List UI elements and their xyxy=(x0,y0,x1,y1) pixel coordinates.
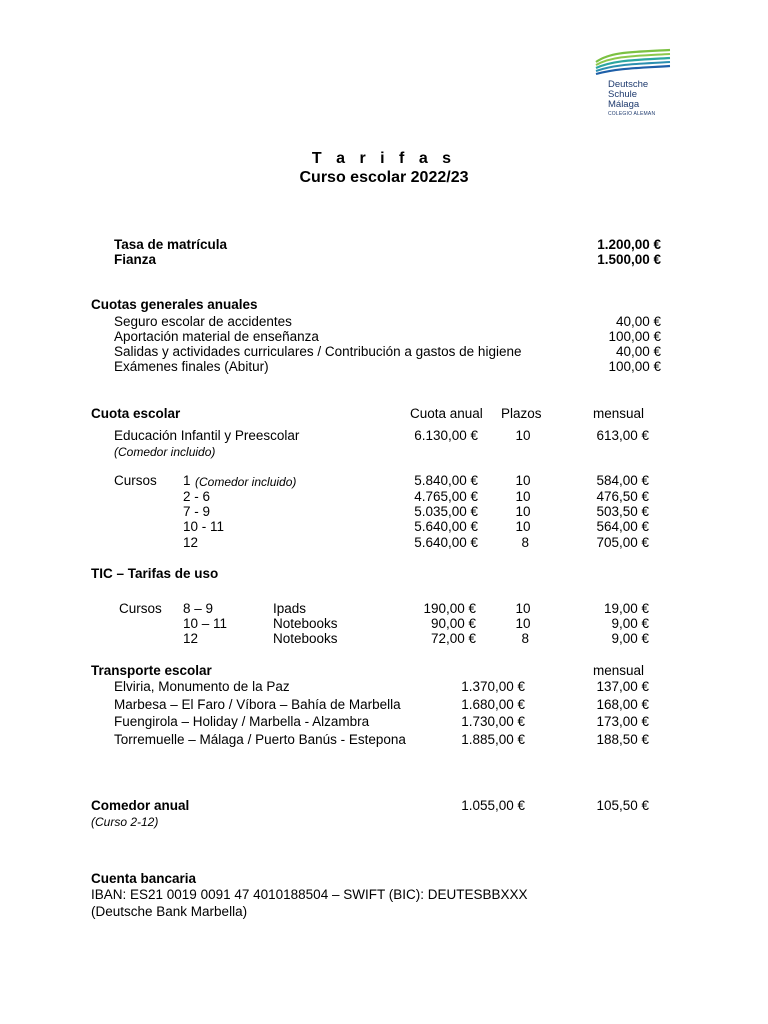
curso-plazos: 10 xyxy=(515,519,531,534)
tic-monthly: 9,00 € xyxy=(611,631,649,646)
curso-annual: 5.640,00 € xyxy=(414,535,478,550)
curso-grade: 2 - 6 xyxy=(183,489,211,504)
fee-label: Fianza xyxy=(114,252,157,267)
general-item-amount: 100,00 € xyxy=(608,329,661,344)
cursos-label: Cursos xyxy=(114,473,157,488)
curso-grade: 1 xyxy=(183,473,191,488)
section-heading-bank: Cuenta bancaria xyxy=(91,871,197,886)
curso-grade: 7 - 9 xyxy=(183,504,211,519)
wave-logo-icon xyxy=(590,48,672,78)
section-heading-tic: TIC – Tarifas de uso xyxy=(91,566,219,581)
curso-annual: 5.840,00 € xyxy=(414,473,478,488)
general-item-label: Seguro escolar de accidentes xyxy=(114,314,292,329)
curso-plazos: 8 xyxy=(521,535,529,550)
transport-annual: 1.370,00 € xyxy=(461,679,525,694)
general-item-amount: 100,00 € xyxy=(608,359,661,374)
curso-monthly: 584,00 € xyxy=(596,473,649,488)
section-heading-general: Cuotas generales anuales xyxy=(91,297,258,312)
fee-amount: 1.500,00 € xyxy=(597,252,661,267)
infantil-label: Educación Infantil y Preescolar xyxy=(114,428,300,443)
tic-grade: 8 – 9 xyxy=(183,601,214,616)
page-subtitle: Curso escolar 2022/23 xyxy=(299,169,469,186)
transport-route: Torremuelle – Málaga / Puerto Banús - Estepona xyxy=(114,732,406,747)
tic-device: Notebooks xyxy=(273,631,338,646)
curso-plazos: 10 xyxy=(515,504,531,519)
section-heading-cuota: Cuota escolar xyxy=(91,406,181,421)
bank-name: (Deutsche Bank Marbella) xyxy=(91,904,248,919)
transport-route: Elviria, Monumento de la Paz xyxy=(114,679,290,694)
logo-line-1: Deutsche xyxy=(608,79,649,90)
logo-line-2: Schule xyxy=(608,89,638,100)
curso-plazos: 10 xyxy=(515,473,531,488)
transport-annual: 1.885,00 € xyxy=(461,732,525,747)
tic-device: Notebooks xyxy=(273,616,338,631)
transport-column-monthly: mensual xyxy=(593,663,645,678)
section-heading-transport: Transporte escolar xyxy=(91,663,212,678)
curso-plazos: 10 xyxy=(515,489,531,504)
transport-monthly: 168,00 € xyxy=(596,697,649,712)
column-header-plazos: Plazos xyxy=(501,406,542,421)
curso-monthly: 503,50 € xyxy=(596,504,649,519)
tic-device: Ipads xyxy=(273,601,307,616)
tic-plazos: 8 xyxy=(521,631,529,646)
curso-monthly: 564,00 € xyxy=(596,519,649,534)
logo-subtitle: COLEGIO ALEMAN xyxy=(608,111,656,117)
comedor-monthly: 105,50 € xyxy=(596,798,649,813)
infantil-monthly: 613,00 € xyxy=(596,428,649,443)
tic-annual: 90,00 € xyxy=(430,616,476,631)
curso-note: (Comedor incluido) xyxy=(195,475,297,489)
curso-annual: 5.035,00 € xyxy=(414,504,478,519)
comedor-annual: 1.055,00 € xyxy=(461,798,525,813)
tic-plazos: 10 xyxy=(515,601,531,616)
fee-label: Tasa de matrícula xyxy=(114,237,228,252)
logo-line-3: Málaga xyxy=(608,99,640,110)
curso-monthly: 705,00 € xyxy=(596,535,649,550)
transport-route: Fuengirola – Holiday / Marbella - Alzambra xyxy=(114,714,370,729)
column-header-monthly: mensual xyxy=(593,406,645,421)
curso-annual: 5.640,00 € xyxy=(414,519,478,534)
tic-plazos: 10 xyxy=(515,616,531,631)
transport-monthly: 173,00 € xyxy=(596,714,649,729)
general-item-label: Salidas y actividades curriculares / Contribución a gastos de higiene xyxy=(114,344,522,359)
curso-annual: 4.765,00 € xyxy=(414,489,478,504)
tic-grade: 12 xyxy=(183,631,199,646)
tic-annual: 190,00 € xyxy=(423,601,476,616)
transport-monthly: 137,00 € xyxy=(596,679,649,694)
tic-cursos-label: Cursos xyxy=(119,601,162,616)
section-heading-comedor: Comedor anual xyxy=(91,798,190,813)
general-item-amount: 40,00 € xyxy=(615,344,661,359)
transport-annual: 1.680,00 € xyxy=(461,697,525,712)
transport-monthly: 188,50 € xyxy=(596,732,649,747)
school-logo xyxy=(590,48,680,128)
curso-grade: 10 - 11 xyxy=(183,519,225,534)
general-item-amount: 40,00 € xyxy=(615,314,661,329)
general-item-label: Exámenes finales (Abitur) xyxy=(114,359,269,374)
curso-monthly: 476,50 € xyxy=(596,489,649,504)
tic-monthly: 9,00 € xyxy=(611,616,649,631)
comedor-note: (Curso 2-12) xyxy=(91,815,159,829)
infantil-note: (Comedor incluido) xyxy=(114,445,216,459)
bank-iban: IBAN: ES21 0019 0091 47 4010188504 – SWIFT (BIC): DEUTESBBXXX xyxy=(91,887,528,902)
fee-amount: 1.200,00 € xyxy=(597,237,661,252)
column-header-annual: Cuota anual xyxy=(410,406,483,421)
tic-grade: 10 – 11 xyxy=(183,616,228,631)
curso-grade: 12 xyxy=(183,535,199,550)
infantil-plazos: 10 xyxy=(515,428,531,443)
tic-monthly: 19,00 € xyxy=(603,601,649,616)
transport-route: Marbesa – El Faro / Víbora – Bahía de Marbella xyxy=(114,697,401,712)
infantil-annual: 6.130,00 € xyxy=(414,428,478,443)
page-title: T a r i f a s xyxy=(311,150,457,167)
tic-annual: 72,00 € xyxy=(430,631,476,646)
general-item-label: Aportación material de enseñanza xyxy=(114,329,319,344)
transport-annual: 1.730,00 € xyxy=(461,714,525,729)
